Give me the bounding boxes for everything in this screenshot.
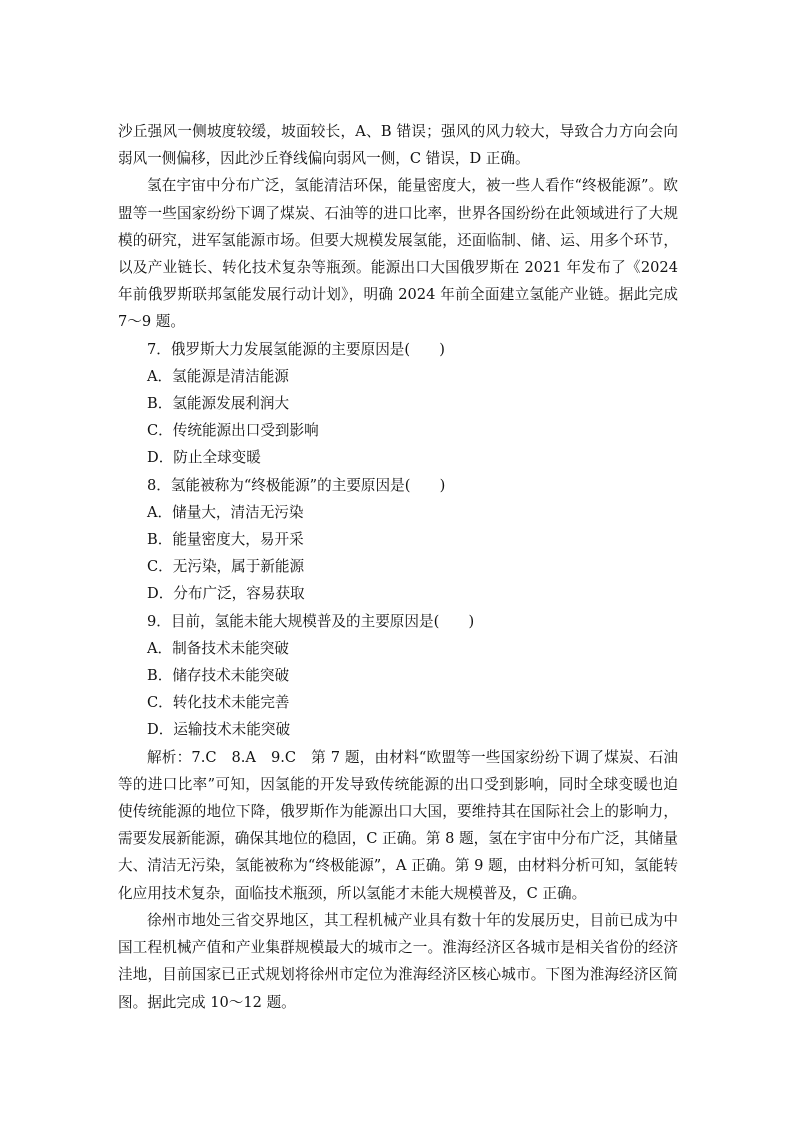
passage-hydrogen: 氢在宇宙中分布广泛，氢能清洁环保，能量密度大，被一些人看作“终极能源”。欧盟等一些国家纷纷下调了煤炭、石油等的进口比率，世界各国纷纷在此领域进行了大规模的研究，进军氢能源市场。但要大规模发展氢能，还面临制、储、运、用多个环节，以及产业链长、转化技术复杂等瓶颈。能源出口大国俄罗斯在 2021 年发布了《2024 年前俄罗斯联邦氢能发展行动计划》，明确 2024 年前全面建立氢能产业链。据此完成 7～9 题。 (118, 177, 678, 331)
previous-explanation-continuation: 沙丘强风一侧坡度较缓，坡面较长，A、B 错误；强风的风力较大，导致合力方向会向弱风一侧偏移，因此沙丘脊线偏向弱风一侧，C 错误，D 正确。 (118, 123, 678, 168)
option-b: B．能量密度大，易开采 (147, 531, 304, 549)
option-d: D．运输技术未能突破 (147, 721, 291, 739)
option-c: C．传统能源出口受到影响 (147, 422, 319, 440)
document-page (118, 118, 678, 1016)
question-stem: 7．俄罗斯大力发展氢能源的主要原因是( ) (147, 340, 445, 358)
option-c: C．无污染，属于新能源 (147, 558, 305, 576)
option-d: D．防止全球变暖 (147, 449, 261, 467)
question-stem: 9．目前，氢能未能大规模普及的主要原因是( ) (147, 612, 475, 630)
question-9 (118, 608, 678, 744)
passage-xuzhou: 徐州市地处三省交界地区，其工程机械产业具有数十年的发展历史，目前已成为中国工程机械产值和产业集群规模最大的城市之一。淮海经济区各城市是相关省份的经济洼地，目前国家已正式规划将徐州市定位为淮海经济区核心城市。下图为淮海经济区简图。据此完成 10～12 题。 (118, 911, 678, 1011)
question-8 (118, 472, 678, 608)
option-a: A．制备技术未能突破 (147, 639, 289, 657)
option-a: A．储量大，清洁无污染 (147, 503, 304, 521)
answer-analysis: 解析：7.C 8.A 9.C 第 7 题，由材料“欧盟等一些国家纷纷下调了煤炭、石油等的进口比率”可知，因氢能的开发导致传统能源的出口受到影响，同时全球变暖也迫使传统能源的地位下降，俄罗斯作为能源出口大国，要维持其在国际社会上的影响力，需要发展新能源，确保其地位的稳固，C 正确。第 8 题，氢在宇宙中分布广泛，其储量大、清洁无污染，氢能被称为“终极能源”，A 正确。第 9 题，由材料分析可知，氢能转化应用技术复杂，面临技术瓶颈，所以氢能才未能大规模普及，C 正确。 (118, 748, 678, 902)
option-b: B．氢能源发展利润大 (147, 395, 290, 413)
option-b: B．储存技术未能突破 (147, 667, 290, 685)
option-c: C．转化技术未能完善 (147, 694, 290, 712)
question-stem: 8．氢能被称为“终极能源”的主要原因是( ) (147, 476, 446, 494)
option-a: A．氢能源是清洁能源 (147, 367, 289, 385)
option-d: D．分布广泛，容易获取 (147, 585, 305, 603)
question-7 (118, 336, 678, 472)
